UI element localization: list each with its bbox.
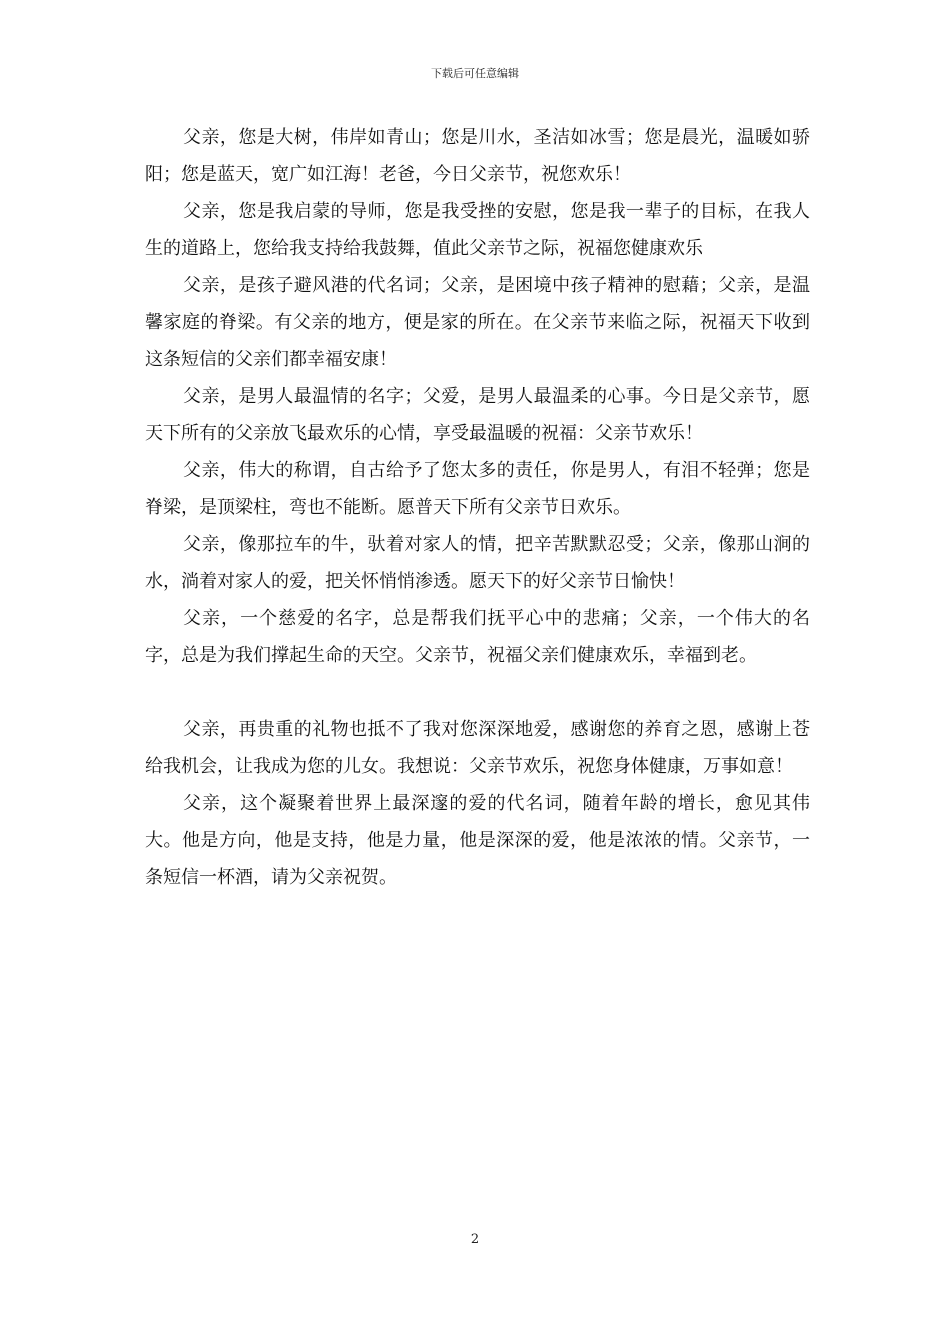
document-body <box>145 119 810 896</box>
paragraph: 父亲，您是大树，伟岸如青山；您是川水，圣洁如冰雪；您是晨光，温暖如骄阳；您是蓝天，宽广如江海！老爸，今日父亲节，祝您欢乐！ <box>145 127 810 185</box>
paragraph: 父亲，是男人最温情的名字；父爱，是男人最温柔的心事。今日是父亲节，愿天下所有的父亲放飞最欢乐的心情，享受最温暖的祝福：父亲节欢乐！ <box>145 386 810 444</box>
blank-line <box>145 674 810 711</box>
paragraph: 父亲，再贵重的礼物也抵不了我对您深深地爱，感谢您的养育之恩，感谢上苍给我机会，让我成为您的儿女。我想说：父亲节欢乐，祝您身体健康，万事如意！ <box>145 719 810 777</box>
paragraph: 父亲，您是我启蒙的导师，您是我受挫的安慰，您是我一辈子的目标，在我人生的道路上，您给我支持给我鼓舞，值此父亲节之际，祝福您健康欢乐 <box>145 201 810 259</box>
page-number: 2 <box>470 1232 480 1247</box>
page-header-note: 下载后可任意编辑 <box>431 67 519 80</box>
paragraph: 父亲，这个凝聚着世界上最深邃的爱的代名词，随着年龄的增长，愈见其伟大。他是方向，他是支持，他是力量，他是深深的爱，他是浓浓的情。父亲节，一条短信一杯酒，请为父亲祝贺。 <box>145 793 810 888</box>
paragraph: 父亲，像那拉车的牛，驮着对家人的情，把辛苦默默忍受；父亲，像那山涧的水，淌着对家人的爱，把关怀悄悄渗透。愿天下的好父亲节日愉快！ <box>145 534 810 592</box>
paragraph: 父亲，是孩子避风港的代名词；父亲，是困境中孩子精神的慰藉；父亲，是温馨家庭的脊梁。有父亲的地方，便是家的所在。在父亲节来临之际，祝福天下收到这条短信的父亲们都幸福安康！ <box>145 275 810 370</box>
paragraph: 父亲，伟大的称谓，自古给予了您太多的责任，你是男人，有泪不轻弹；您是脊梁，是顶梁柱，弯也不能断。愿普天下所有父亲节日欢乐。 <box>145 460 810 518</box>
paragraph: 父亲，一个慈爱的名字，总是帮我们抚平心中的悲痛；父亲，一个伟大的名字，总是为我们撑起生命的天空。父亲节，祝福父亲们健康欢乐，幸福到老。 <box>145 608 810 666</box>
